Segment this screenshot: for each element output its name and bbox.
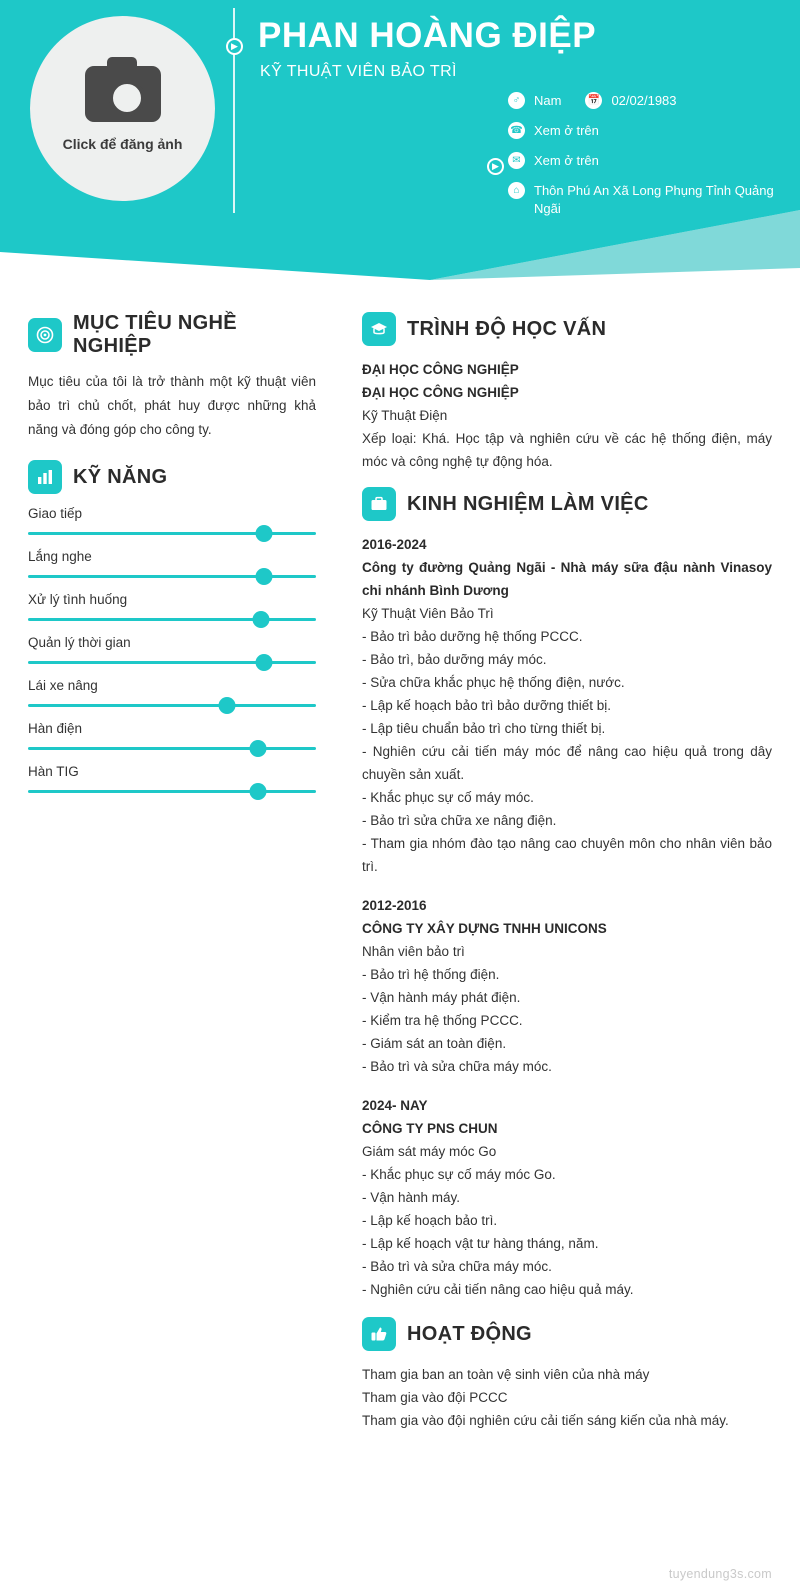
contact-text: Xem ở trên (534, 123, 599, 138)
experience-duty: - Bảo trì sửa chữa xe nâng điện. (362, 813, 557, 828)
section-header-skills (28, 460, 316, 494)
skill-progress-bar[interactable] (28, 704, 316, 707)
camera-icon (85, 66, 161, 122)
skill-progress-bar[interactable] (28, 532, 316, 535)
skill-progress-bar[interactable] (28, 575, 316, 578)
experience-company: Công ty đường Quảng Ngãi - Nhà máy sữa đậu nành Vinasoy chi nhánh Bình Dương (362, 560, 772, 598)
skill-slider-knob[interactable] (256, 525, 273, 542)
skill-item (28, 592, 316, 621)
experience-company: CÔNG TY XÂY DỰNG TNHH UNICONS (362, 921, 607, 936)
experience-list (362, 533, 772, 1301)
skill-label: Giao tiếp (28, 506, 83, 521)
target-icon (28, 318, 62, 352)
gender-icon: ♂ (508, 92, 525, 109)
activities-list (362, 1363, 772, 1432)
experience-duty: - Lập kế hoạch vật tư hàng tháng, năm. (362, 1236, 599, 1251)
experience-duty: - Lập kế hoạch bảo trì. (362, 1213, 498, 1228)
watermark: tuyendung3s.com (668, 1567, 772, 1581)
section-title: TRÌNH ĐỘ HỌC VẤN (407, 317, 607, 340)
skill-progress-bar[interactable] (28, 747, 316, 750)
skill-slider-knob[interactable] (250, 783, 267, 800)
photo-upload-area[interactable] (30, 16, 215, 201)
skill-slider-knob[interactable] (253, 611, 270, 628)
calendar-icon: 📅 (585, 92, 602, 109)
skill-slider-knob[interactable] (250, 740, 267, 757)
right-column (362, 306, 772, 1432)
experience-item (362, 533, 772, 878)
skill-item (28, 506, 316, 535)
left-column (28, 306, 316, 1432)
contact-text: Xem ở trên (534, 153, 599, 168)
experience-duty: - Nghiên cứu cải tiến nâng cao hiệu quả máy. (362, 1282, 634, 1297)
experience-duty: - Bảo trì và sửa chữa máy móc. (362, 1259, 552, 1274)
graduation-icon (362, 312, 396, 346)
experience-duty: - Bảo trì bảo dưỡng hệ thống PCCC. (362, 629, 583, 644)
experience-duty: - Khắc phục sự cố máy móc. (362, 790, 534, 805)
photo-upload-label: Click để đăng ảnh (62, 135, 183, 152)
chevron-right-icon[interactable]: ▶ (487, 158, 504, 175)
job-title: KỸ THUẬT VIÊN BẢO TRÌ (260, 63, 457, 80)
experience-duty: - Bảo trì và sửa chữa máy móc. (362, 1059, 552, 1074)
skill-item (28, 635, 316, 664)
experience-duty: - Vận hành máy phát điện. (362, 990, 521, 1005)
experience-duty: - Giám sát an toàn điện. (362, 1036, 507, 1051)
experience-period: 2012-2016 (362, 898, 427, 913)
experience-duty: - Bảo trì hệ thống điện. (362, 967, 500, 982)
section-header-education (362, 312, 772, 346)
section-header-objective (28, 312, 316, 358)
contact-item-birthday (585, 92, 676, 110)
page-title: PHAN HOÀNG ĐIỆP (258, 16, 597, 55)
section-title: MỤC TIÊU NGHỀ NGHIỆP (73, 312, 237, 357)
experience-role: Nhân viên bảo trì (362, 944, 465, 959)
skill-slider-knob[interactable] (256, 654, 273, 671)
bar-chart-icon (28, 460, 62, 494)
contact-item-email (508, 152, 778, 170)
contact-list (508, 92, 778, 230)
mail-icon: ✉ (508, 152, 525, 169)
contact-item-gender (508, 92, 561, 110)
skill-progress-bar[interactable] (28, 618, 316, 621)
skill-label: Quản lý thời gian (28, 635, 131, 650)
home-icon: ⌂ (508, 182, 525, 199)
experience-item (362, 1094, 772, 1301)
activity-line: Tham gia vào đội nghiên cứu cải tiến sáng kiến của nhà máy. (362, 1413, 729, 1428)
education-school-1: ĐẠI HỌC CÔNG NGHIỆP (362, 362, 519, 377)
phone-icon: ☎ (508, 122, 525, 139)
activity-line: Tham gia vào đội PCCC (362, 1390, 508, 1405)
section-title: KINH NGHIỆM LÀM VIỆC (407, 492, 649, 515)
chevron-right-icon[interactable]: ▶ (226, 38, 243, 55)
skill-label: Xử lý tình huống (28, 592, 128, 607)
skill-item (28, 678, 316, 707)
experience-duty: - Bảo trì, bảo dưỡng máy móc. (362, 652, 547, 667)
skill-label: Hàn điện (28, 721, 83, 736)
skill-slider-knob[interactable] (256, 568, 273, 585)
skill-progress-bar[interactable] (28, 790, 316, 793)
section-header-activities (362, 1317, 772, 1351)
education-school-2: ĐẠI HỌC CÔNG NGHIỆP (362, 385, 519, 400)
experience-duty: - Lập kế hoạch bảo trì bảo dưỡng thiết bị. (362, 698, 612, 713)
objective-text: Mục tiêu của tôi là trở thành một kỹ thuật viên bảo trì chủ chốt, phát huy được những khả năng và đóng góp cho công ty. (28, 374, 316, 437)
skill-progress-bar[interactable] (28, 661, 316, 664)
experience-item (362, 894, 772, 1078)
experience-duty: - Tham gia nhóm đào tạo nâng cao chuyên môn cho nhân viên bảo trì. (362, 836, 772, 874)
contact-item-phone (508, 122, 778, 140)
experience-duty: - Vận hành máy. (362, 1190, 461, 1205)
experience-duty: - Sửa chữa khắc phục hệ thống điện, nước. (362, 675, 625, 690)
section-title: KỸ NĂNG (73, 465, 168, 488)
skills-list (28, 506, 316, 793)
experience-duty: - Lập tiêu chuẩn bảo trì cho từng thiết bị. (362, 721, 606, 736)
experience-duty: - Khắc phục sự cố máy móc Go. (362, 1167, 556, 1182)
thumbs-up-icon (362, 1317, 396, 1351)
education-detail: Xếp loại: Khá. Học tập và nghiên cứu về các hệ thống điện, máy móc và công nghệ tự động hóa. (362, 431, 772, 469)
skill-slider-knob[interactable] (218, 697, 235, 714)
experience-period: 2024- NAY (362, 1098, 428, 1113)
experience-company: CÔNG TY PNS CHUN (362, 1121, 498, 1136)
contact-text: Nam (534, 93, 562, 108)
skill-item (28, 721, 316, 750)
experience-duty: - Kiểm tra hệ thống PCCC. (362, 1013, 523, 1028)
experience-duty: - Nghiên cứu cải tiến máy móc để nâng cao hiệu quả trong dây chuyền sản xuất. (362, 744, 772, 782)
section-title: HOẠT ĐỘNG (407, 1322, 532, 1345)
skill-label: Lắng nghe (28, 549, 92, 564)
resume-header (0, 0, 800, 280)
experience-period: 2016-2024 (362, 537, 427, 552)
contact-item-address (508, 182, 778, 218)
experience-role: Kỹ Thuật Viên Bảo Trì (362, 606, 494, 621)
contact-text: 02/02/1983 (611, 93, 677, 108)
skill-item (28, 549, 316, 578)
skill-label: Lái xe nâng (28, 678, 98, 693)
skill-item (28, 764, 316, 793)
skill-label: Hàn TIG (28, 764, 79, 779)
briefcase-icon (362, 487, 396, 521)
education-major: Kỹ Thuật Điện (362, 408, 448, 423)
experience-role: Giám sát máy móc Go (362, 1144, 497, 1159)
section-header-experience (362, 487, 772, 521)
contact-text: Thôn Phú An Xã Long Phụng Tỉnh Quảng Ngãi (534, 183, 774, 216)
activity-line: Tham gia ban an toàn vệ sinh viên của nhà máy (362, 1367, 650, 1382)
